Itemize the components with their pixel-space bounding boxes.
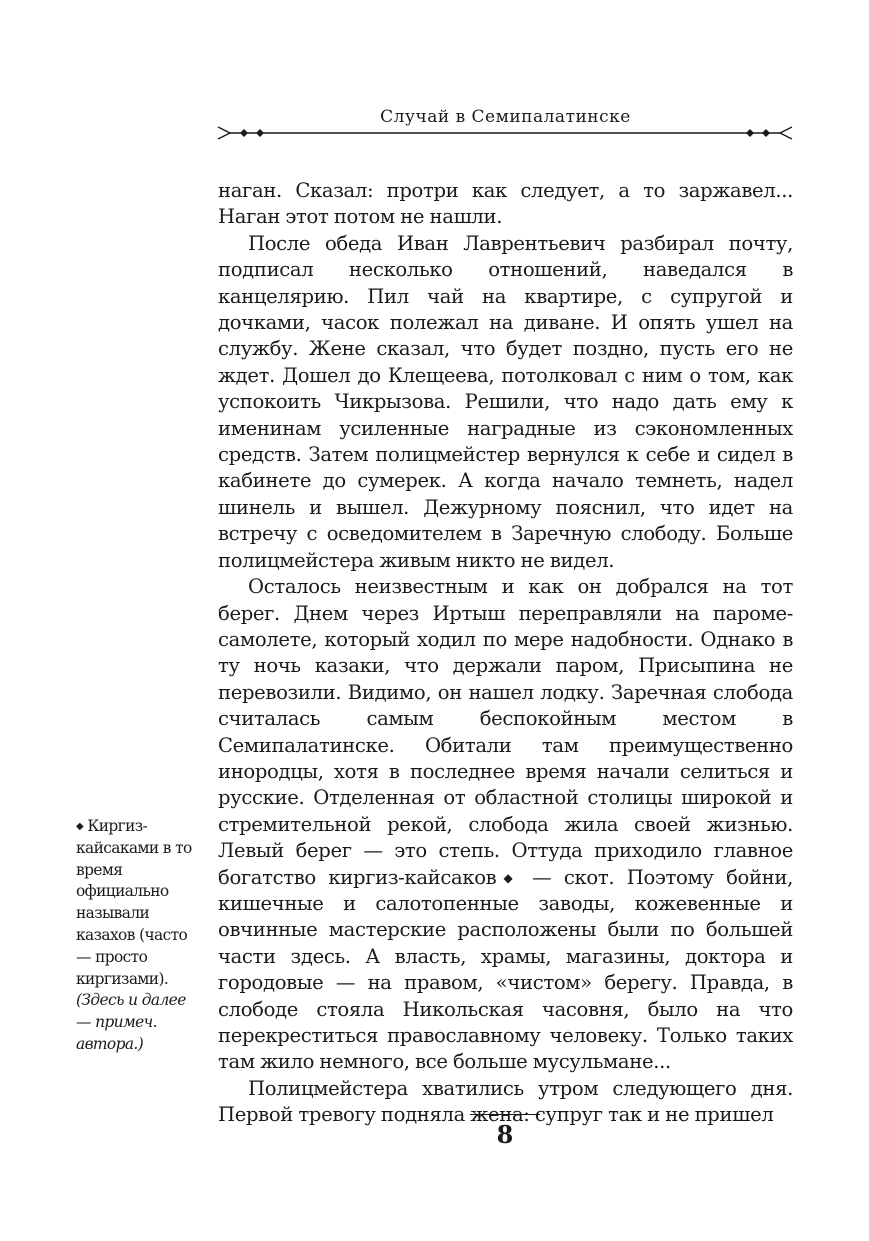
paragraph: Полицмейстера хватились утром следующего дня. Первой тревогу подняла жена: супруг так и не пришел xyxy=(218,1076,793,1127)
paragraph: наган. Сказал: протри как следует, а то заржавел... Наган этот потом не нашли. xyxy=(218,179,793,229)
footnote-text: Киргиз-кайсаками в то время официально называли казахов (часто — просто киргизами). xyxy=(76,817,192,988)
paragraph: После обеда Иван Лаврентьевич разбирал почту, подписал несколько отношений, наведался в канцелярию. Пил чай на квартире, с супругой и дочками, часок полежал на диване. И опять ушел на службу. Жене сказал, что будет поздно, пусть его не ждет. Дошел до Клещеева, потолковал с ним о том, как успокоить Чикрызова. Решили, что надо дать ему к именинам усиленные наградные из сэкономленных средств. Затем полицмейстер вернулся к себе и сидел в кабинете до сумерек. А когда начало темнеть, надел шинель и вышел. Дежурному пояснил, что идет на встречу с осведомителем в Заречную слободу. Больше полицмейстера живым никто не видел. xyxy=(218,231,793,572)
footnote-author-note: (Здесь и далее — примеч. автора.) xyxy=(76,991,186,1053)
page-number: 8 xyxy=(496,1120,514,1149)
footnote-marker: ◆ xyxy=(76,821,84,832)
paragraph-text: — скот. Поэтому бойни, кишечные и салотопенные заводы, кожевенные и овчинные мастерские расположены были по большей части здесь. А власть, храмы, магазины, доктора и городовые — на правом, «чистом» берегу. Правда, в слободе стояла Никольская часовня, было на что перекреститься православному человеку. Только таких там жило немного, все больше мусульмане... xyxy=(218,865,793,1074)
header-ornament-rule xyxy=(216,123,794,143)
paragraph xyxy=(218,574,793,1076)
footnote-marker: ◆ xyxy=(496,870,520,885)
running-title: Случай в Семипалатинске xyxy=(380,107,631,127)
main-text xyxy=(218,178,793,1129)
margin-footnote xyxy=(76,816,200,1056)
paragraph-text: Осталось неизвестным и как он добрался на тот берег. Днем через Иртыш переправляли на пароме-самолете, который ходил по мере надобности. Однако в ту ночь казаки, что держали паром, Присыпина не перевозили. Видимо, он нашел лодку. Заречная слобода считалась самым беспокойным местом в Семипалатинске. Обитали там преимущественно инородцы, хотя в последнее время начали селиться и русские. Отделенная от областной столицы широкой и стремительной рекой, слобода жила своей жизнью. Левый берег — это степь. Оттуда приходило главное богатство киргиз-кайсаков xyxy=(218,575,793,889)
page-number-rule xyxy=(470,1114,540,1115)
